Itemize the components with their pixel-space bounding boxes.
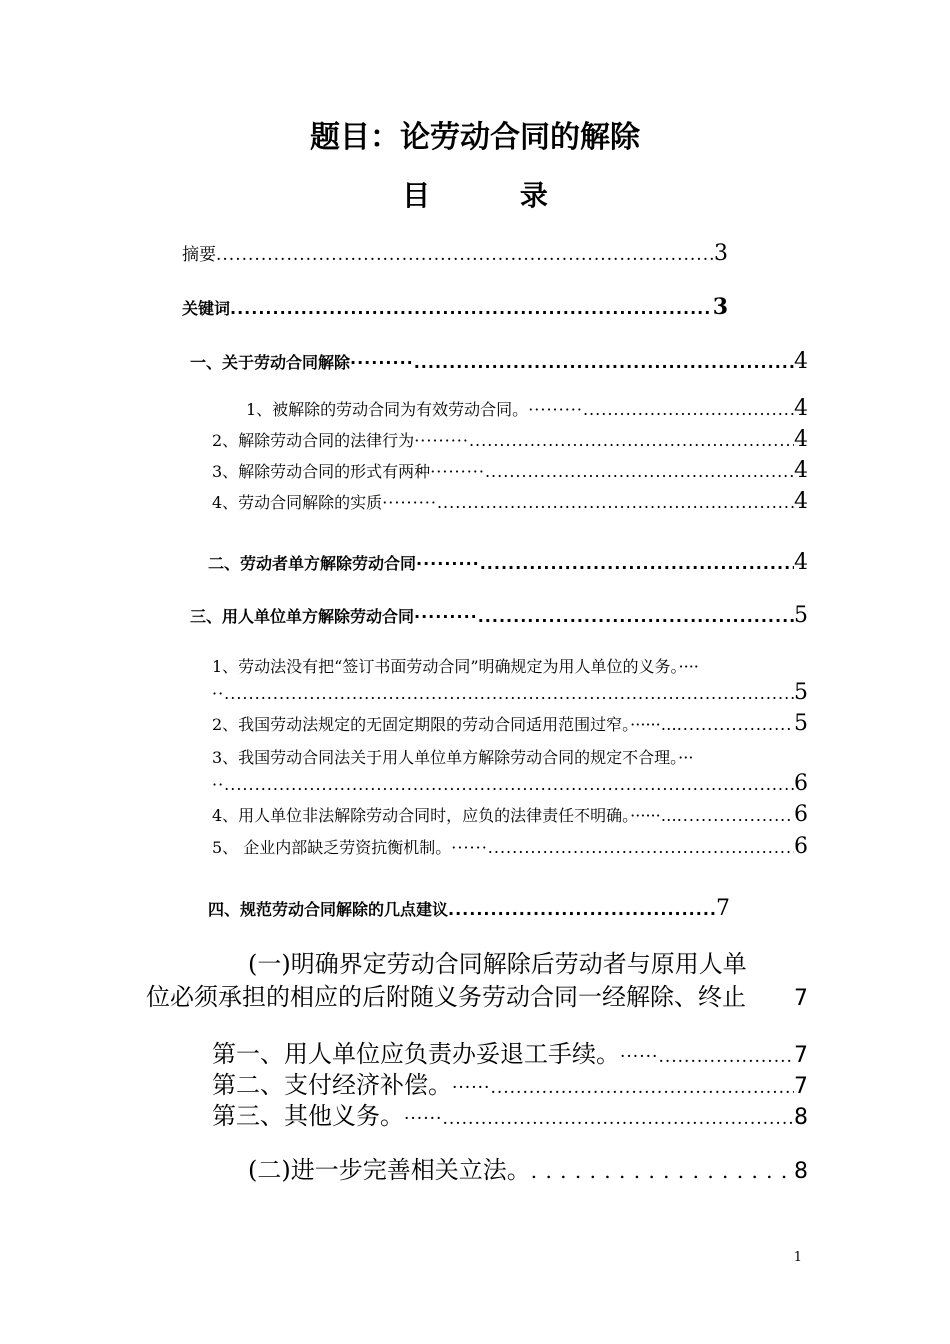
- toc-entry-section-1-3[interactable]: [212, 458, 808, 483]
- toc-entry-section-3-1[interactable]: [212, 680, 808, 705]
- leader-dots: [442, 1109, 794, 1129]
- toc-entry-section-4[interactable]: [208, 896, 730, 921]
- toc-entry-section-3[interactable]: [190, 603, 808, 628]
- ellipsis: ·········: [430, 462, 485, 481]
- toc-entry-label: 第一、用人单位应负责办妥退工手续。: [212, 1040, 620, 1068]
- leader-dots: [437, 493, 794, 512]
- toc-page-number: 4: [794, 489, 808, 514]
- toc-heading: 目 录: [402, 179, 588, 212]
- toc-page-number: 4: [794, 458, 808, 483]
- leader-dots: [488, 838, 794, 857]
- leader-dots: [658, 1047, 794, 1067]
- toc-entry-label: 4、用人单位非法解除劳动合同时，应负的法律责任不明确。······…: [212, 806, 677, 825]
- toc-entry-section-4-1-line1[interactable]: (一)明确界定劳动合同解除后劳动者与原用人单: [248, 950, 747, 978]
- toc-entry-section-3-1-line1[interactable]: 1、劳动法没有把“签订书面劳动合同”明确规定为用人单位的义务。····: [212, 657, 699, 676]
- ellipsis: ·········: [382, 493, 437, 512]
- toc-page-number: 3: [712, 294, 728, 320]
- toc-page-number: 8: [794, 1105, 808, 1130]
- ellipsis: ·········: [414, 607, 478, 626]
- toc-entry-section-3-3[interactable]: [212, 771, 808, 796]
- toc-entry-label: 第三、其他义务。: [212, 1102, 404, 1130]
- toc-entry-section-4-1[interactable]: [146, 977, 808, 1012]
- toc-entry-section-1-1[interactable]: [246, 396, 808, 421]
- leader-dots: [583, 400, 794, 419]
- toc-entry-section-4-2[interactable]: [248, 1150, 808, 1185]
- ellipsis: ······: [452, 1078, 491, 1098]
- toc-page-number: 7: [794, 1074, 808, 1099]
- ellipsis: ·········: [416, 554, 480, 573]
- toc-entry-label: 三、用人单位单方解除劳动合同: [190, 607, 415, 626]
- toc-page-number: 6: [794, 771, 808, 796]
- toc-page-number: 7: [716, 896, 730, 921]
- leader-dots: [224, 684, 794, 703]
- leader-dots: [478, 607, 794, 626]
- toc-page-number: 4: [794, 396, 808, 421]
- toc-page-number: 5: [794, 711, 808, 736]
- toc-entry-label: 位必须承担的相应的后附随义务劳动合同一经解除、终止: [146, 983, 746, 1011]
- toc-entry-label: 第二、支付经济补偿。: [212, 1071, 452, 1099]
- toc-entry-keywords[interactable]: [182, 294, 728, 320]
- toc-entry-label: 5、 企业内部缺乏劳资抗衡机制。: [212, 838, 452, 857]
- toc-entry-label: 4、劳动合同解除的实质: [212, 493, 383, 512]
- toc-entry-label: 一、关于劳动合同解除: [190, 353, 351, 372]
- toc-entry-section-4-1-a[interactable]: [212, 1034, 808, 1069]
- toc-page-number: 6: [794, 802, 808, 827]
- toc-entry-label: 关键词: [182, 299, 231, 318]
- leader-dots: [448, 900, 716, 919]
- leader-dots: [531, 1159, 794, 1183]
- leader-dots: [677, 715, 794, 734]
- leader-dots: [485, 462, 794, 481]
- ellipsis: ·········: [414, 431, 469, 450]
- toc-entry-label: 四、规范劳动合同解除的几点建议: [208, 900, 449, 919]
- ellipsis: ·········: [350, 353, 414, 372]
- toc-entry-label: 1、被解除的劳动合同为有效劳动合同。: [246, 400, 529, 419]
- leader-dots: [469, 431, 794, 450]
- toc-entry-label: 2、解除劳动合同的法律行为: [212, 431, 415, 450]
- leader-dots: [224, 775, 794, 794]
- toc-page-number: 6: [794, 834, 808, 859]
- toc-entry-section-2[interactable]: [208, 550, 808, 575]
- toc-entry-section-1-2[interactable]: [212, 427, 808, 452]
- toc-entry-abstract[interactable]: [182, 240, 728, 266]
- toc-page-number: 7: [794, 1043, 808, 1068]
- toc-entry-section-1-4[interactable]: [212, 489, 808, 514]
- ellipsis: ······: [620, 1047, 659, 1067]
- leader-dots: [230, 299, 713, 318]
- leader-dots: [490, 1078, 794, 1098]
- toc-entry-section-3-3-line1[interactable]: 3、我国劳动合同法关于用人单位单方解除劳动合同的规定不合理。···: [212, 748, 694, 767]
- leader-dots: [677, 806, 794, 825]
- leader-dots: [480, 554, 794, 573]
- ellipsis: ··: [212, 684, 225, 703]
- toc-entry-section-4-1-c[interactable]: [212, 1096, 808, 1131]
- ellipsis: ··: [212, 775, 225, 794]
- toc-entry-label: 2、我国劳动法规定的无固定期限的劳动合同适用范围过窄。······…: [212, 715, 677, 734]
- toc-entry-label: 摘要: [182, 245, 216, 265]
- toc-page-number: 8: [794, 1159, 808, 1184]
- toc-entry-label: (二)进一步完善相关立法。: [248, 1156, 531, 1184]
- ellipsis: ·········: [528, 400, 583, 419]
- toc-entry-section-3-2[interactable]: [212, 711, 808, 736]
- toc-entry-label: 二、劳动者单方解除劳动合同: [208, 554, 417, 573]
- ellipsis: ······: [451, 838, 488, 857]
- toc-page-number: 4: [794, 349, 808, 374]
- page-number: 1: [793, 1250, 802, 1265]
- toc-entry-section-3-5[interactable]: [212, 834, 808, 859]
- toc-page-number: 4: [794, 550, 808, 575]
- ellipsis: ······: [404, 1109, 443, 1129]
- toc-entry-section-4-1-b[interactable]: [212, 1065, 808, 1100]
- toc-page-number: 3: [714, 241, 728, 266]
- leader-dots: [414, 353, 794, 372]
- page-title: 题目：论劳动合同的解除: [310, 120, 640, 155]
- toc-page-number: 4: [794, 427, 808, 452]
- toc-page-number: 7: [794, 986, 808, 1011]
- toc-entry-label: 3、解除劳动合同的形式有两种: [212, 462, 431, 481]
- toc-page-number: 5: [794, 680, 808, 705]
- toc-entry-section-3-4[interactable]: [212, 802, 808, 827]
- leader-dots: [216, 245, 714, 265]
- toc-page-number: 5: [794, 603, 808, 628]
- toc-entry-section-1[interactable]: [190, 349, 808, 374]
